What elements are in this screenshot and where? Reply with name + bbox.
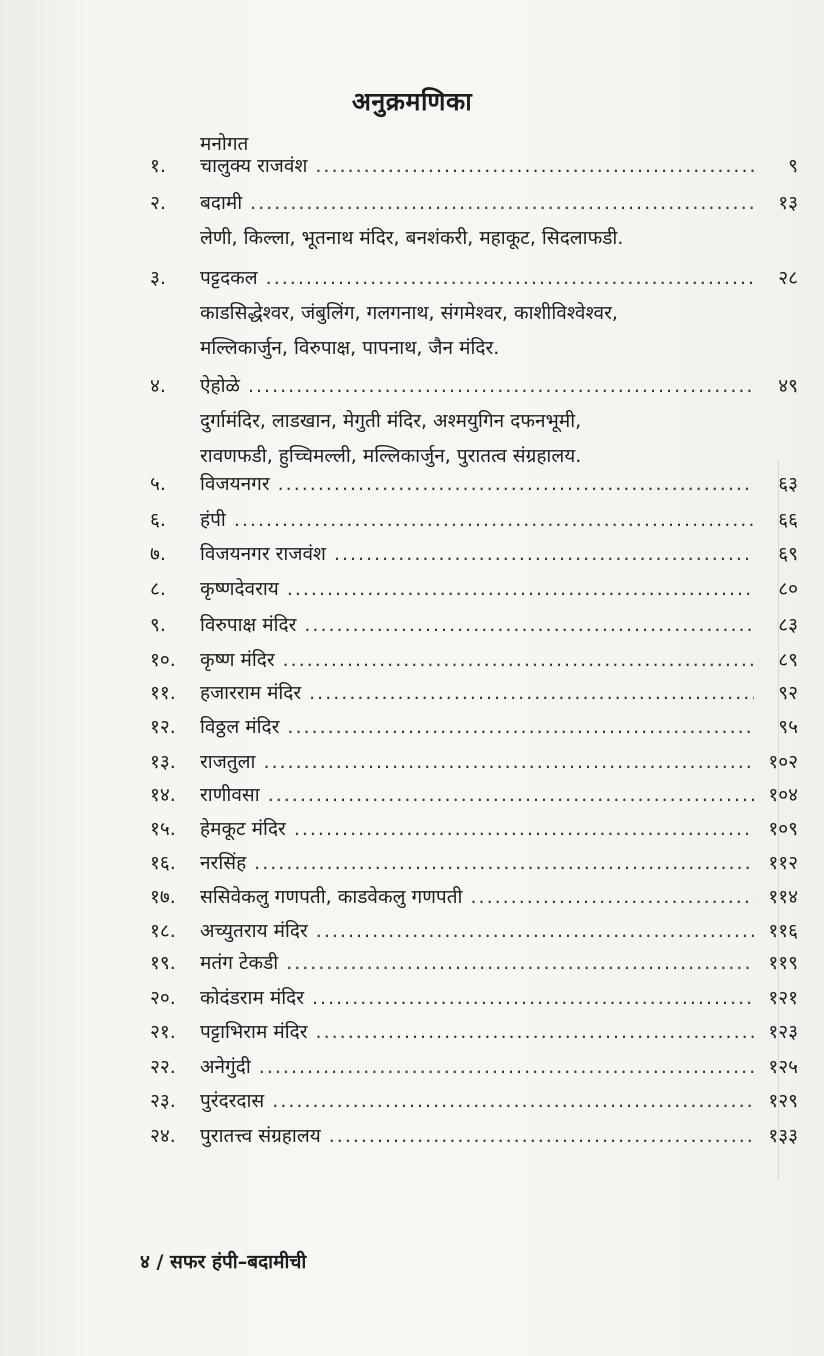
- toc-entry-subtopics: मल्लिकार्जुन, विरुपाक्ष, पापनाथ, जैन मंदिर.: [200, 337, 500, 359]
- toc-entry-label-line: [200, 746, 754, 778]
- toc-entry: [0, 677, 824, 709]
- toc-entry-number: ९.: [150, 614, 166, 636]
- toc-entry-number: ७.: [150, 543, 166, 565]
- toc-entry-label-line: [200, 504, 754, 536]
- toc-entry: [0, 881, 824, 913]
- toc-entry-label: ससिवेकलु गणपती, काडवेकलु गणपती: [200, 886, 463, 908]
- toc-entry-label: पट्टदकल: [200, 267, 258, 289]
- leader-dots: [278, 468, 754, 500]
- toc-entry-label-line: [200, 1051, 754, 1083]
- toc-entry: [0, 370, 824, 402]
- toc-entry-page: १२५: [768, 1056, 798, 1078]
- toc-entry-page: ११२: [768, 852, 798, 874]
- prelude-entry: मनोगत: [200, 133, 249, 155]
- toc-entry-label-line: [200, 573, 754, 605]
- toc-entry: [0, 468, 824, 500]
- toc-entry-page: ११६: [768, 920, 798, 942]
- toc-entry-page: ११९: [768, 952, 798, 974]
- toc-entry-page: ९२: [778, 682, 798, 704]
- toc-entry-label-line: [200, 1085, 754, 1117]
- toc-entry: [0, 187, 824, 219]
- toc-entry-label-line: [200, 779, 754, 811]
- toc-entry-label-line: [200, 677, 754, 709]
- toc-entry: [0, 1120, 824, 1152]
- toc-entry-number: १.: [150, 155, 166, 177]
- leader-dots: [248, 370, 754, 402]
- toc-entry: [0, 711, 824, 743]
- leader-dots: [268, 779, 754, 811]
- toc-entry-label-line: [200, 947, 754, 979]
- toc-entry-page: २८: [778, 267, 798, 289]
- toc-entry-page: ११४: [768, 886, 798, 908]
- toc-entry-label-line: [200, 187, 754, 219]
- toc-entry-label: पुरातत्त्व संग्रहालय: [200, 1125, 321, 1147]
- toc-entry: [0, 1051, 824, 1083]
- toc-entry-number: १८.: [150, 920, 176, 942]
- leader-dots: [304, 609, 754, 641]
- toc-entry-page: ८९: [778, 649, 798, 671]
- toc-entry-label: विजयनगर: [200, 473, 270, 495]
- toc-entry: [0, 150, 824, 182]
- toc-entry-page: ९५: [778, 716, 798, 738]
- toc-entry-subtopics: काडसिद्धेश्वर, जंबुलिंग, गलगनाथ, संगमेश्वर, काशीविश्वेश्वर,: [200, 302, 618, 324]
- toc-entry-label-line: [200, 847, 754, 879]
- toc-entry-number: २४.: [150, 1125, 176, 1147]
- toc-entry-number: २१.: [150, 1021, 176, 1043]
- toc-entry-label-line: [200, 468, 754, 500]
- leader-dots: [294, 813, 754, 845]
- leader-dots: [287, 711, 754, 743]
- toc-entry-page: ८०: [778, 578, 798, 600]
- toc-entry-label-line: [200, 370, 754, 402]
- toc-entry: [0, 262, 824, 294]
- leader-dots: [272, 1085, 754, 1117]
- toc-entry-label: हंपी: [200, 509, 226, 531]
- leader-dots: [312, 982, 754, 1014]
- toc-entry-number: १५.: [150, 818, 176, 840]
- toc-entry-number: ६.: [150, 509, 166, 531]
- toc-entry: [0, 915, 824, 947]
- toc-entry-label-line: [200, 813, 754, 845]
- toc-entry-number: २३.: [150, 1090, 176, 1112]
- toc-entry-label-line: [200, 881, 754, 913]
- toc-entry: [0, 609, 824, 641]
- toc-entry-label: विजयनगर राजवंश: [200, 543, 326, 565]
- toc-entry: [0, 947, 824, 979]
- leader-dots: [287, 573, 754, 605]
- leader-dots: [286, 947, 754, 979]
- toc-entry-label: राणीवसा: [200, 784, 260, 806]
- toc-entry-label-line: [200, 644, 754, 676]
- toc-entry-number: १२.: [150, 716, 176, 738]
- toc-entry-number: ४.: [150, 375, 166, 397]
- toc-entry-number: १६.: [150, 852, 176, 874]
- toc-entry-page: १२९: [768, 1090, 798, 1112]
- toc-entry-page: ६६: [778, 509, 798, 531]
- toc-entry: [0, 573, 824, 605]
- toc-entry: [0, 746, 824, 778]
- toc-entry-number: २.: [150, 192, 166, 214]
- toc-entry-label-line: [200, 538, 754, 570]
- toc-entry-page: १०२: [768, 751, 798, 773]
- leader-dots: [234, 504, 754, 536]
- toc-entry-label: मतंग टेकडी: [200, 952, 279, 974]
- toc-entry-number: ८.: [150, 578, 166, 600]
- toc-entry-label: पट्टाभिराम मंदिर: [200, 1021, 308, 1043]
- toc-entry: [0, 504, 824, 536]
- toc-entry: [0, 538, 824, 570]
- page-footer: ४ / सफर हंपी–बदामीची: [140, 1251, 307, 1273]
- toc-entry-label: अनेगुंदी: [200, 1056, 251, 1078]
- leader-dots: [334, 538, 754, 570]
- toc-entry-label-line: [200, 262, 754, 294]
- toc-entry-label-line: [200, 711, 754, 743]
- toc-entry-subtopics: दुर्गामंदिर, लाडखान, मेगुती मंदिर, अश्मयुगिन दफनभूमी,: [200, 410, 582, 432]
- toc-entry-page: ४९: [778, 375, 798, 397]
- leader-dots: [315, 150, 754, 182]
- toc-entry-label: हजारराम मंदिर: [200, 682, 302, 704]
- toc-entry-page: ८३: [778, 614, 798, 636]
- toc-entry-label: कृष्णदेवराय: [200, 578, 279, 600]
- leader-dots: [259, 1051, 754, 1083]
- leader-dots: [254, 847, 754, 879]
- leader-dots: [250, 187, 754, 219]
- toc-entry-page: १०९: [768, 818, 798, 840]
- toc-entry: [0, 847, 824, 879]
- toc-entry-label: चालुक्य राजवंश: [200, 155, 308, 177]
- toc-entry-page: १३३: [768, 1125, 798, 1147]
- toc-entry-number: ११.: [150, 682, 176, 704]
- toc-entry: [0, 1016, 824, 1048]
- toc-entry-label: अच्युतराय मंदिर: [200, 920, 308, 942]
- toc-entry-label-line: [200, 915, 754, 947]
- toc-entry: [0, 1085, 824, 1117]
- toc-entry-number: ५.: [150, 473, 166, 495]
- toc-entry-number: ३.: [150, 267, 166, 289]
- toc-entry-label: विरुपाक्ष मंदिर: [200, 614, 297, 636]
- toc-entry-subtopics: लेणी, किल्ला, भूतनाथ मंदिर, बनशंकरी, महाकूट, सिदलाफडी.: [200, 227, 624, 249]
- toc-entry-number: १४.: [150, 784, 176, 806]
- toc-entry-page: ९: [788, 155, 798, 177]
- toc-entry-page: १०४: [768, 784, 798, 806]
- page-title: अनुक्रमणिका: [351, 87, 473, 116]
- toc-entry: [0, 982, 824, 1014]
- toc-entry-page: १२३: [768, 1021, 798, 1043]
- toc-entry-label: हेमकूट मंदिर: [200, 818, 286, 840]
- toc-entry-label: नरसिंह: [200, 852, 247, 874]
- toc-entry-page: १२१: [768, 987, 798, 1009]
- toc-entry-label: कृष्ण मंदिर: [200, 649, 275, 671]
- leader-dots: [316, 915, 754, 947]
- toc-entry-number: १७.: [150, 886, 176, 908]
- toc-entry-label: ऐहोळे: [200, 375, 240, 397]
- toc-entry-label: राजतुला: [200, 751, 256, 773]
- leader-dots: [309, 677, 754, 709]
- leader-dots: [266, 262, 754, 294]
- toc-entry-page: ६९: [778, 543, 798, 565]
- toc-entry-label: विठ्ठल मंदिर: [200, 716, 280, 738]
- toc-entry-number: २०.: [150, 987, 176, 1009]
- toc-entry: [0, 813, 824, 845]
- leader-dots: [263, 746, 754, 778]
- toc-entry-page: ६३: [778, 473, 798, 495]
- toc-entry-number: २२.: [150, 1056, 176, 1078]
- toc-entry-label-line: [200, 609, 754, 641]
- toc-entry-subtopics: रावणफडी, हुच्चिमल्ली, मल्लिकार्जुन, पुरातत्व संग्रहालय.: [200, 445, 582, 467]
- toc-entry-number: १९.: [150, 952, 176, 974]
- toc-entry: [0, 779, 824, 811]
- toc-entry-page: १३: [778, 192, 798, 214]
- leader-dots: [329, 1120, 754, 1152]
- toc-entry-label-line: [200, 982, 754, 1014]
- leader-dots: [316, 1016, 754, 1048]
- toc-entry-number: १०.: [150, 649, 176, 671]
- toc-entry-label-line: [200, 1016, 754, 1048]
- toc-entry-label-line: [200, 150, 754, 182]
- toc-entry-label: बदामी: [200, 192, 243, 214]
- toc-entry-label-line: [200, 1120, 754, 1152]
- leader-dots: [470, 881, 754, 913]
- leader-dots: [283, 644, 754, 676]
- toc-entry-number: १३.: [150, 751, 176, 773]
- toc-entry-label: पुरंदरदास: [200, 1090, 265, 1112]
- toc-entry-label: कोदंडराम मंदिर: [200, 987, 305, 1009]
- toc-entry: [0, 644, 824, 676]
